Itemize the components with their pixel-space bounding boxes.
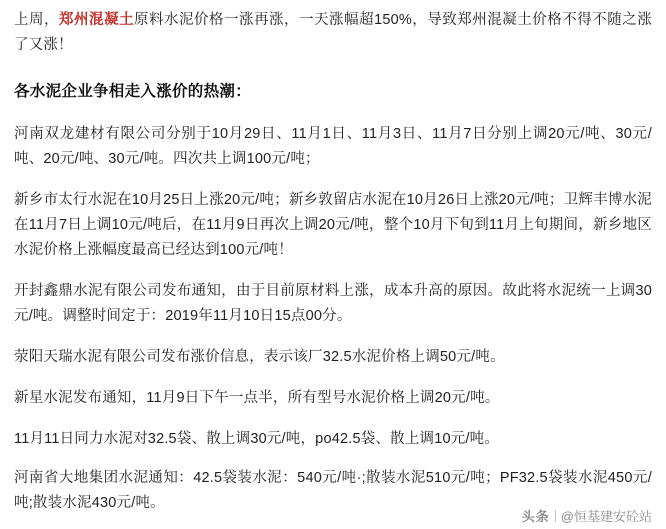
lead-text-after: 原料水泥价格一涨再涨，一天涨幅超150%，导致郑州混凝土价格不得不随之涨了又涨！ — [14, 12, 652, 53]
divider — [555, 510, 556, 522]
lead-keyword: 郑州混凝土 — [59, 12, 135, 28]
lead-text-before: 上周， — [14, 12, 60, 28]
watermark — [522, 506, 652, 525]
watermark-author: @恒基建安砼站 — [560, 509, 652, 524]
body-paragraph-6: 11月11日同力水泥对32.5袋、散上调30元/吨，po42.5袋、散上调10元/吨。 — [14, 431, 500, 447]
body-paragraph-7: 河南省大地集团水泥通知：42.5袋装水泥：540元/吨·;散装水泥510元/吨；PF32.5袋装水泥450元/吨;散装水泥430元/吨。 — [14, 470, 652, 511]
toutiao-logo-icon: 头条 — [521, 509, 550, 524]
body-paragraph-2: 新乡市太行水泥在10月25日上涨20元/吨；新乡敦留店水泥在10月26日上涨20元/吨；卫辉丰博水泥在11月7日上调10元/吨后，在11月9日再次上调20元/吨，整个10月下旬到11月上旬期间，新乡地区水泥价格上涨幅度最高已经达到100元/吨！ — [14, 192, 652, 258]
body-paragraph-4: 荥阳天瑞水泥有限公司发布涨价信息，表示该厂32.5水泥价格上调50元/吨。 — [14, 349, 505, 365]
body-paragraph-1: 河南双龙建材有限公司分别于10月29日、11月1日、11月3日、11月7日分别上调20元/吨、30元/吨、20元/吨、30元/吨。四次共上调100元/吨； — [14, 126, 652, 167]
section-heading: 各水泥企业争相走入涨价的热潮： — [14, 83, 252, 100]
body-paragraph-3: 开封鑫鼎水泥有限公司发布通知，由于目前原材料上涨，成本升高的原因。故此将水泥统一上调30元/吨。调整时间定于：2019年11月10日15点00分。 — [14, 283, 652, 324]
body-paragraph-5: 新星水泥发布通知，11月9日下午一点半，所有型号水泥价格上调20元/吨。 — [14, 390, 500, 406]
lead-paragraph — [14, 8, 652, 58]
